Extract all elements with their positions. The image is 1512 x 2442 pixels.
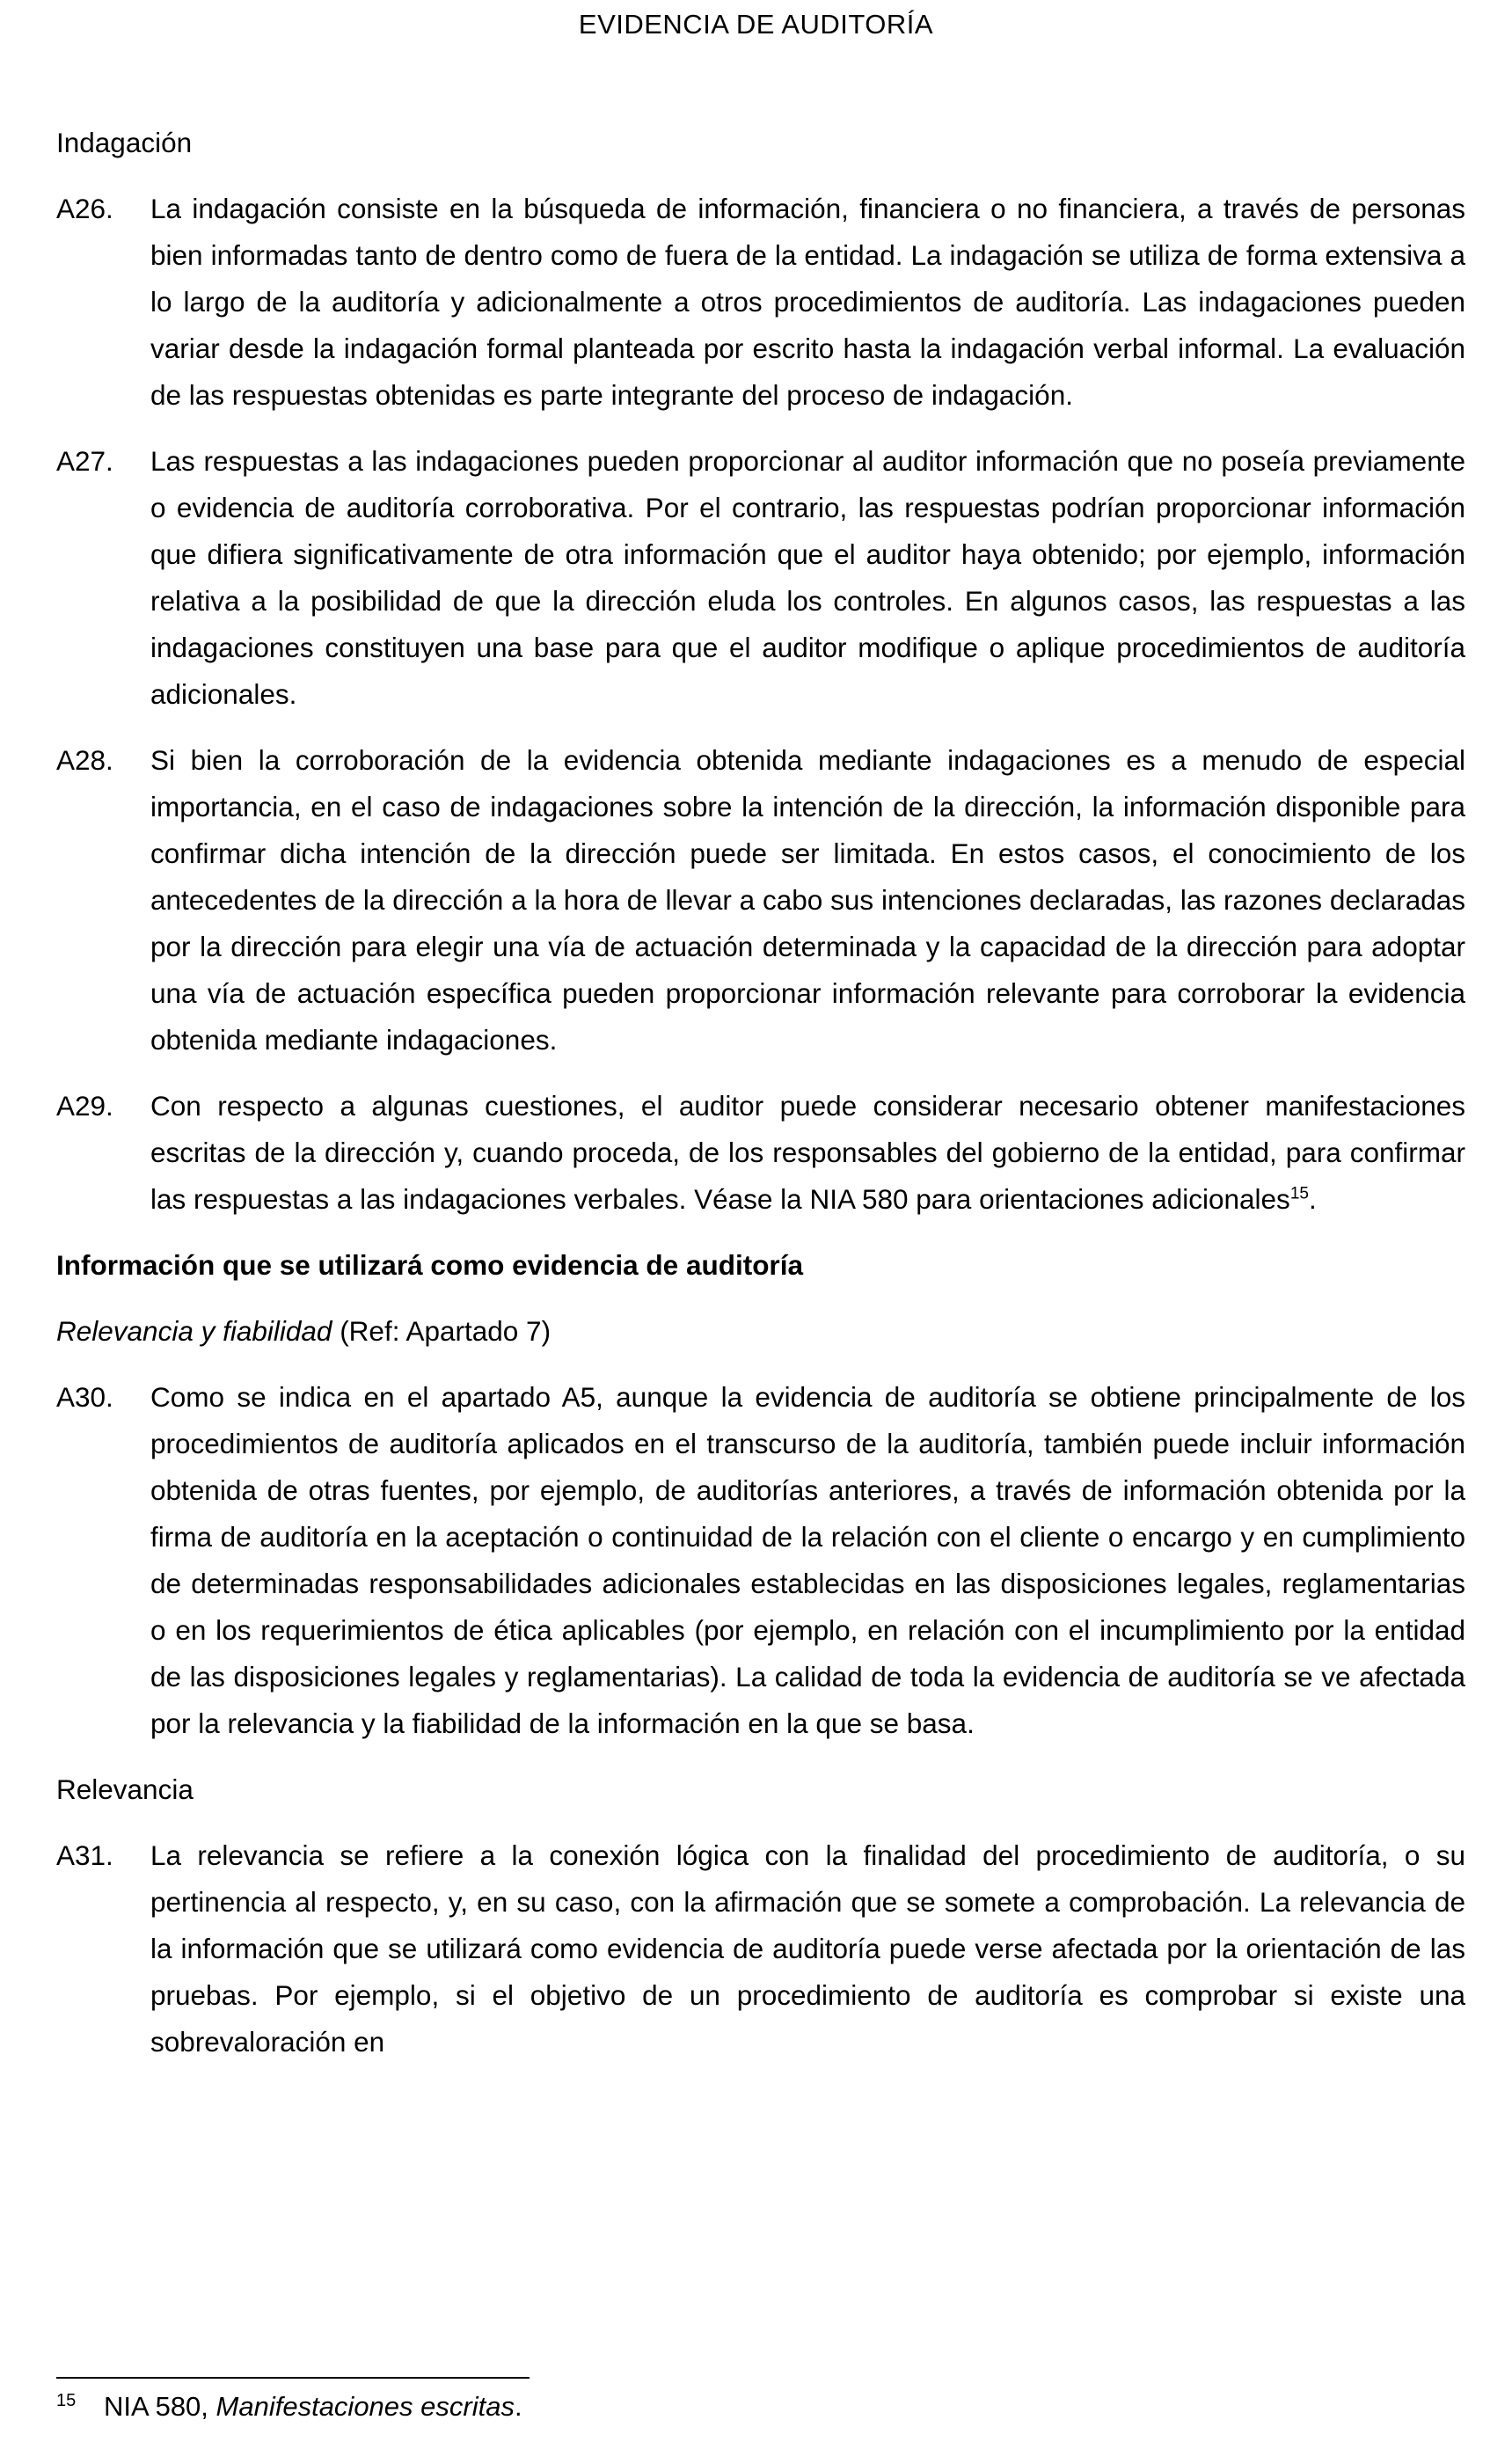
running-header: EVIDENCIA DE AUDITORÍA bbox=[578, 9, 934, 40]
page-body bbox=[56, 120, 1465, 2085]
footnote-text bbox=[104, 2389, 522, 2424]
paragraph-end: . bbox=[1308, 1183, 1317, 1215]
paragraph-number: A29. bbox=[56, 1090, 113, 1122]
section-heading-informacion: Información que se utilizará como evidencia de auditoría bbox=[56, 1249, 803, 1281]
paragraph-text: Si bien la corroboración de la evidencia obtenida mediante indagaciones es a menudo de especial importancia, en el caso de indagaciones sobre la intención de la dirección, la información disponible para confirmar dicha intención de la dirección puede ser limitada. En estos casos, el conocimiento de los antecedentes de la dirección a la hora de llevar a cabo sus intenciones declaradas, las razones declaradas por la dirección para elegir una vía de actuación determinada y la capacidad de la dirección para adoptar una vía de actuación específica pueden proporcionar información relevante para corroborar la evidencia obtenida mediante indagaciones. bbox=[150, 744, 1465, 1056]
footnote-reference[interactable]: 15 bbox=[1289, 1184, 1309, 1203]
paragraph-a27 bbox=[56, 438, 1465, 718]
paragraph-a28 bbox=[56, 737, 1465, 1064]
paragraph-a26 bbox=[56, 186, 1465, 419]
paragraph-text: Las respuestas a las indagaciones pueden proporcionar al auditor información que no poseía previamente o evidencia de auditoría corroborativa. Por el contrario, las respuestas podrían proporcionar información que difiera significativamente de otra información que el auditor haya obtenido; por ejemplo, información relativa a la posibilidad de que la dirección eluda los controles. En algunos casos, las respuestas a las indagaciones constituyen una base para que el auditor modifique o aplique procedimientos de auditoría adicionales. bbox=[150, 445, 1465, 710]
footnote-separator bbox=[56, 2377, 530, 2379]
paragraph-number: A28. bbox=[56, 744, 113, 776]
subheading-reference: (Ref: Apartado 7) bbox=[332, 1315, 551, 1347]
footnote-prefix: NIA 580, bbox=[104, 2391, 216, 2422]
subheading-relevancia: Relevancia bbox=[56, 1773, 194, 1805]
section-heading-indagacion: Indagación bbox=[56, 127, 193, 158]
paragraph-a31 bbox=[56, 1832, 1465, 2065]
paragraph-text: La indagación consiste en la búsqueda de información, financiera o no financiera, a través de personas bien informadas tanto de dentro como de fuera de la entidad. La indagación se utiliza de forma extensiva a lo largo de la auditoría y adicionalmente a otros procedimientos de auditoría. Las indagaciones pueden variar desde la indagación formal planteada por escrito hasta la indagación verbal informal. La evaluación de las respuestas obtenidas es parte integrante del proceso de indagación. bbox=[150, 193, 1465, 411]
subheading-relevancia-fiabilidad bbox=[56, 1308, 1465, 1355]
footnote-suffix: . bbox=[514, 2391, 522, 2422]
subheading-title: Relevancia y fiabilidad bbox=[56, 1315, 332, 1347]
footnote-title: Manifestaciones escritas bbox=[215, 2391, 515, 2422]
paragraph-text: Como se indica en el apartado A5, aunque la evidencia de auditoría se obtiene principalmente de los procedimientos de auditoría aplicados en el transcurso de la auditoría, también puede incluir información obtenida de otras fuentes, por ejemplo, de auditorías anteriores, a través de información obtenida por la firma de auditoría en la aceptación o continuidad de la relación con el cliente o encargo y en cumplimiento de determinadas responsabilidades adicionales establecidas en las disposiciones legales, reglamentarias o en los requerimientos de ética aplicables (por ejemplo, en relación con el incumplimiento por la entidad de las disposiciones legales y reglamentarias). La calidad de toda la evidencia de auditoría se ve afectada por la relevancia y la fiabilidad de la información en la que se basa. bbox=[150, 1381, 1465, 1739]
paragraph-number: A30. bbox=[56, 1381, 113, 1413]
paragraph-text bbox=[150, 1083, 1465, 1223]
paragraph-a29 bbox=[56, 1083, 1465, 1223]
paragraph-number: A27. bbox=[56, 445, 113, 477]
paragraph-number: A26. bbox=[56, 193, 113, 224]
paragraph-body: Con respecto a algunas cuestiones, el auditor puede considerar necesario obtener manifestaciones escritas de la dirección y, cuando proceda, de los responsables del gobierno de la entidad, para confirmar las respuestas a las indagaciones verbales. Véase la NIA 580 para orientaciones adicionales bbox=[150, 1090, 1465, 1215]
paragraph-text: La relevancia se refiere a la conexión lógica con la finalidad del procedimiento de auditoría, o su pertinencia al respecto, y, en su caso, con la afirmación que se somete a comprobación. La relevancia de la información que se utilizará como evidencia de auditoría puede verse afectada por la orientación de las pruebas. Por ejemplo, si el objetivo de un procedimiento de auditoría es comprobar si existe una sobrevaloración en bbox=[150, 1839, 1465, 2058]
footnote bbox=[56, 2389, 1464, 2424]
paragraph-a30 bbox=[56, 1374, 1465, 1747]
paragraph-number: A31. bbox=[56, 1839, 113, 1871]
footnote-mark: 15 bbox=[56, 2391, 77, 2410]
